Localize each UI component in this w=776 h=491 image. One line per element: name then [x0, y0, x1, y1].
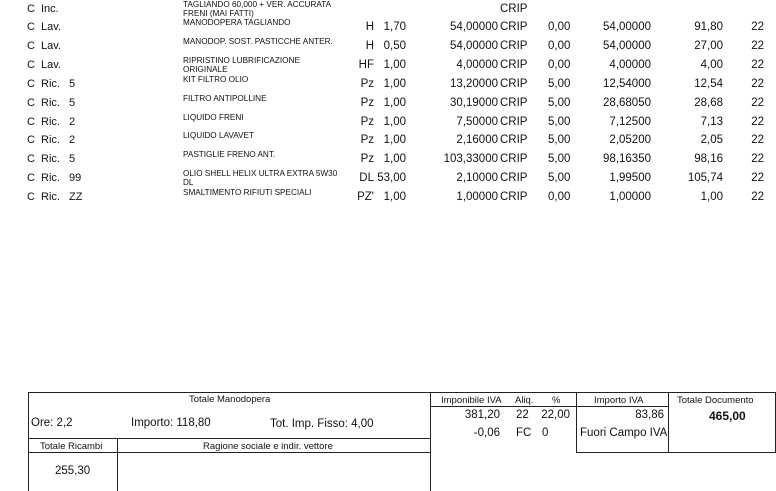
row-tipo: Ric.: [41, 78, 60, 90]
row-iva: 22: [751, 191, 764, 203]
row-price: 7,50000: [456, 116, 498, 128]
row-total: 7,13: [700, 116, 723, 128]
row-tipo: Lav.: [41, 59, 61, 71]
importo-iva-1: 83,86: [635, 409, 664, 421]
row-price: 30,19000: [450, 97, 498, 109]
row-description: OLIO SHELL HELIX ULTRA EXTRA 5W30 DL: [183, 169, 338, 187]
row-net-price: 12,54000: [603, 78, 651, 90]
table-row: [0, 150, 776, 169]
row-net-price: 54,00000: [603, 40, 651, 52]
row-total: 105,74: [687, 172, 723, 184]
row-c: C: [27, 97, 35, 109]
table-row: [0, 94, 776, 113]
row-price: 54,00000: [450, 21, 498, 33]
row-crip: CRIP: [500, 172, 528, 184]
row-total: 4,00: [700, 59, 723, 71]
importo-iva-2: Fuori Campo IVA: [580, 427, 668, 439]
row-unit: H: [365, 40, 374, 52]
row-price: 54,00000: [450, 40, 498, 52]
row-c: C: [27, 153, 35, 165]
row-iva: 22: [751, 172, 764, 184]
row-total: 98,16: [694, 153, 723, 165]
row-total: 27,00: [694, 40, 723, 52]
row-cod: 5: [69, 78, 76, 90]
row-discount: 5,00: [548, 172, 571, 184]
row-iva: 22: [751, 116, 764, 128]
row-price: 13,20000: [450, 78, 498, 90]
row-description: KIT FILTRO OLIO: [183, 75, 249, 84]
row-iva: 22: [751, 153, 764, 165]
row-crip: CRIP: [500, 59, 528, 71]
perc-header: %: [552, 395, 561, 406]
row-quantity: 1,00: [383, 153, 406, 165]
row-c: C: [27, 21, 35, 33]
row-tipo: Lav.: [41, 40, 61, 52]
row-total: 1,00: [700, 191, 723, 203]
imponibile-header: Imponibile IVA: [441, 395, 502, 406]
row-quantity: 0,50: [383, 40, 406, 52]
row-crip: CRIP: [500, 134, 528, 146]
row-c: C: [27, 78, 35, 90]
row-description: PASTIGLIE FRENO ANT.: [183, 150, 276, 159]
row-net-price: 1,99500: [609, 172, 651, 184]
table-row: [0, 75, 776, 94]
row-discount: 0,00: [548, 40, 571, 52]
row-iva: 22: [751, 78, 764, 90]
row-c: C: [27, 134, 35, 146]
row-c: C: [27, 3, 35, 15]
row-c: C: [27, 59, 35, 71]
row-price: 103,33000: [443, 153, 498, 165]
row-discount: 5,00: [548, 134, 571, 146]
perc-2: 0: [542, 427, 549, 439]
row-c: C: [27, 116, 35, 128]
row-quantity: 1,70: [383, 21, 406, 33]
row-unit: Pz: [360, 97, 374, 109]
row-crip: CRIP: [500, 97, 528, 109]
row-unit: Pz: [360, 153, 374, 165]
row-cod: 99: [69, 172, 82, 184]
table-row: [0, 56, 776, 75]
row-c: C: [27, 191, 35, 203]
row-iva: 22: [751, 59, 764, 71]
row-cod: 5: [69, 97, 76, 109]
row-crip: CRIP: [500, 3, 528, 15]
row-unit: Pz: [360, 134, 374, 146]
manodopera-title: Totale Manodopera: [189, 394, 271, 405]
row-total: 12,54: [694, 78, 723, 90]
row-description: SMALTIMENTO RIFIUTI SPECIALI: [183, 188, 312, 197]
row-total: 28,68: [694, 97, 723, 109]
row-quantity: 1,00: [383, 59, 406, 71]
tot-imp-fisso: Tot. Imp. Fisso: 4,00: [270, 418, 374, 430]
ragione-sociale-title: Ragione sociale e indir. vettore: [203, 441, 333, 452]
ricambi-title: Totale Ricambi: [40, 441, 103, 452]
row-tipo: Ric.: [41, 116, 60, 128]
row-unit: H: [365, 21, 374, 33]
row-description: MANODOP. SOST. PASTICCHE ANTER.: [183, 37, 333, 46]
row-crip: CRIP: [500, 21, 528, 33]
table-row: [0, 169, 776, 188]
row-description: TAGLIANDO 60,000 + VER. ACCURATA FRENI (MAI FATTI): [183, 0, 331, 18]
row-crip: CRIP: [500, 78, 528, 90]
table-row: [0, 0, 776, 19]
row-discount: 0,00: [548, 21, 571, 33]
row-cod: 2: [69, 116, 76, 128]
row-cod: 5: [69, 153, 76, 165]
row-description: FILTRO ANTIPOLLINE: [183, 94, 267, 103]
imponibile-1: 381,20: [464, 409, 500, 421]
row-crip: CRIP: [500, 153, 528, 165]
row-quantity: 53,00: [377, 172, 406, 184]
totale-documento-value: 465,00: [709, 409, 746, 423]
row-total: 2,05: [700, 134, 723, 146]
row-crip: CRIP: [500, 116, 528, 128]
row-iva: 22: [751, 97, 764, 109]
row-net-price: 7,12500: [609, 116, 651, 128]
table-row: [0, 18, 776, 37]
row-net-price: 28,68050: [603, 97, 651, 109]
row-quantity: 1,00: [383, 78, 406, 90]
row-net-price: 54,00000: [603, 21, 651, 33]
row-tipo: Lav.: [41, 21, 61, 33]
row-unit: PZ': [357, 191, 374, 203]
row-cod: 2: [69, 134, 76, 146]
row-discount: 5,00: [548, 116, 571, 128]
row-tipo: Ric.: [41, 191, 60, 203]
row-description: LIQUIDO FRENI: [183, 113, 244, 122]
row-net-price: 2,05200: [609, 134, 651, 146]
imponibile-2: -0,06: [473, 427, 500, 439]
row-c: C: [27, 40, 35, 52]
row-iva: 22: [751, 40, 764, 52]
row-tipo: Inc.: [41, 3, 59, 15]
ore-value: Ore: 2,2: [31, 417, 73, 429]
row-description: MANODOPERA TAGLIANDO: [183, 18, 291, 27]
row-description: LIQUIDO LAVAVET: [183, 131, 254, 140]
row-price: 2,16000: [456, 134, 498, 146]
row-unit: Pz: [360, 78, 374, 90]
row-iva: 22: [751, 134, 764, 146]
ricambi-value: 255,30: [55, 465, 91, 477]
row-net-price: 1,00000: [609, 191, 651, 203]
row-tipo: Ric.: [41, 97, 60, 109]
row-discount: 5,00: [548, 153, 571, 165]
row-total: 91,80: [694, 21, 723, 33]
row-price: 4,00000: [456, 59, 498, 71]
row-quantity: 1,00: [383, 191, 406, 203]
aliq-1: 22: [516, 409, 529, 421]
row-price: 1,00000: [456, 191, 498, 203]
row-discount: 5,00: [548, 78, 571, 90]
row-net-price: 98,16350: [603, 153, 651, 165]
totale-documento-header: Totale Documento: [677, 395, 754, 406]
table-row: [0, 131, 776, 150]
row-quantity: 1,00: [383, 134, 406, 146]
row-c: C: [27, 172, 35, 184]
row-unit: Pz: [360, 116, 374, 128]
row-quantity: 1,00: [383, 97, 406, 109]
aliq-2: FC: [516, 427, 532, 439]
row-crip: CRIP: [500, 40, 528, 52]
row-net-price: 4,00000: [609, 59, 651, 71]
row-tipo: Ric.: [41, 153, 60, 165]
row-description: RIPRISTINO LUBRIFICAZIONE ORIGINALE: [183, 56, 300, 74]
row-unit: HF: [358, 59, 374, 71]
row-tipo: Ric.: [41, 172, 60, 184]
row-tipo: Ric.: [41, 134, 60, 146]
row-price: 2,10000: [456, 172, 498, 184]
row-quantity: 1,00: [383, 116, 406, 128]
row-discount: 5,00: [548, 97, 571, 109]
row-iva: 22: [751, 21, 764, 33]
table-row: [0, 113, 776, 132]
row-discount: 0,00: [548, 191, 571, 203]
row-unit: DL: [359, 172, 374, 184]
aliq-header: Aliq.: [515, 395, 534, 406]
row-discount: 0,00: [548, 59, 571, 71]
importo-manodopera: Importo: 118,80: [131, 417, 211, 429]
perc-1: 22,00: [541, 409, 570, 421]
importo-iva-header: Importo IVA: [594, 395, 644, 406]
row-crip: CRIP: [500, 191, 528, 203]
table-row: [0, 37, 776, 56]
table-row: [0, 188, 776, 207]
row-cod: ZZ: [69, 191, 83, 203]
